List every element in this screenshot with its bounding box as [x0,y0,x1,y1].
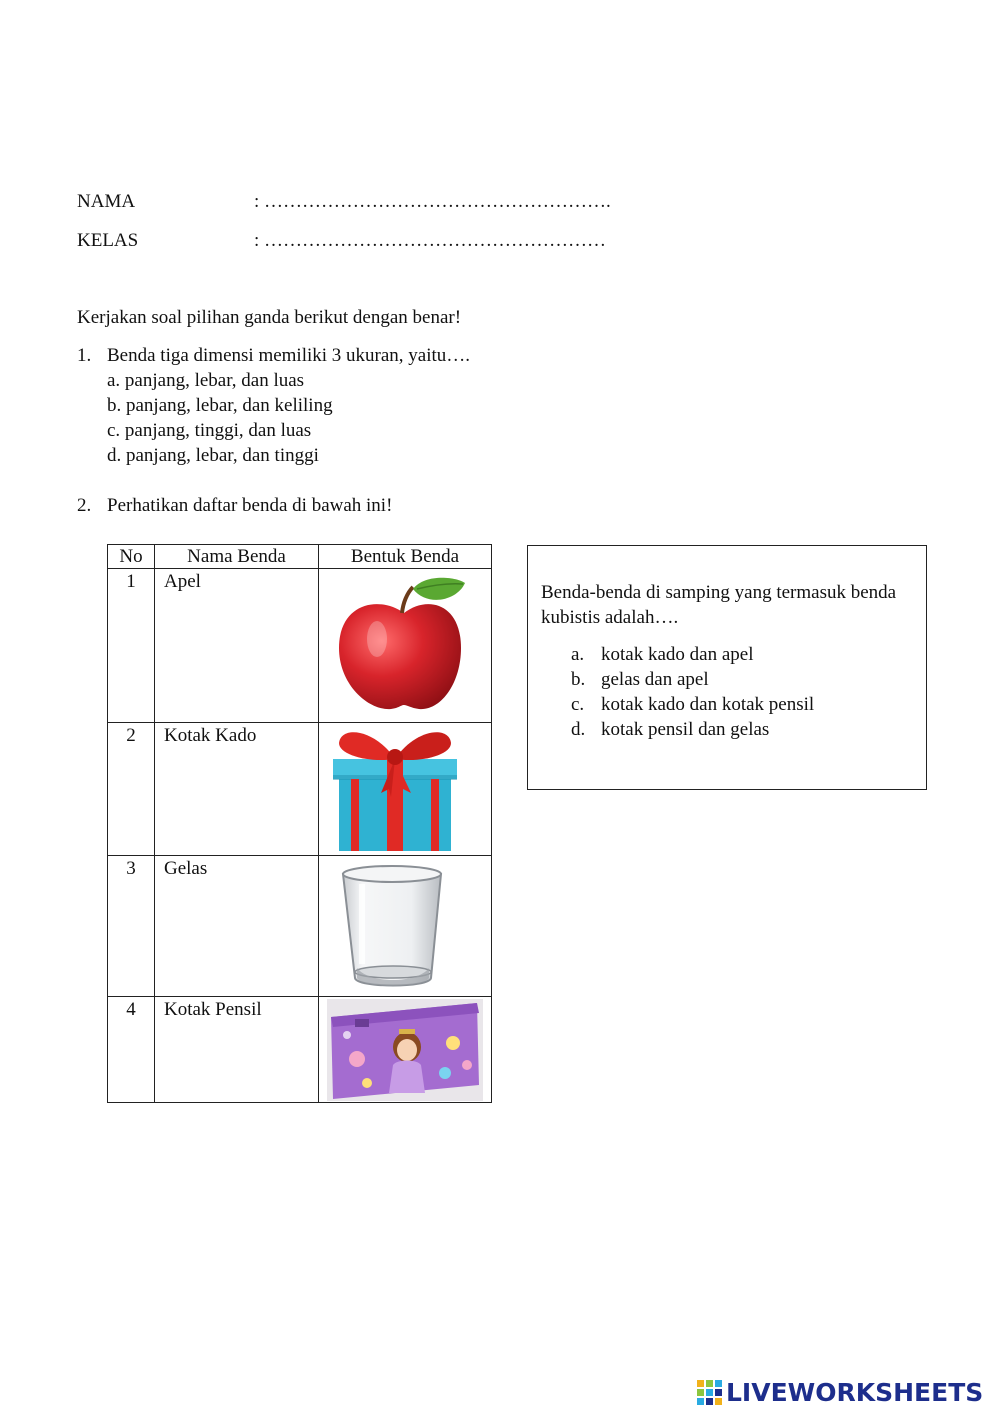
instruction-text: Kerjakan soal pilihan ganda berikut dengan benar! [77,307,462,328]
option-text: gelas dan apel [601,669,709,690]
question-2-box [527,545,927,790]
pencil-case-image-cell [319,997,492,1103]
object-table [107,544,492,1103]
table-row [108,856,492,997]
apple-image-cell [319,569,492,723]
kelas-label: KELAS [77,230,139,251]
option-letter: b. [571,669,586,690]
table-header-row [108,545,492,569]
row-no: 2 [108,723,155,856]
header-nama-benda: Nama Benda [155,545,319,569]
row-name: Kotak Kado [155,723,319,856]
gift-box-image-cell [319,723,492,856]
q2-stem: Benda-benda di samping yang termasuk benda kubistis adalah…. [541,582,897,628]
option-text: kotak pensil dan gelas [601,719,770,740]
table-row [108,723,492,856]
option-letter: c. [571,694,585,715]
q1-number: 1. [77,345,92,366]
glass-image [329,860,479,994]
row-no: 4 [108,997,155,1103]
glass-image-cell [319,856,492,997]
header-bentuk-benda: Bentuk Benda [319,545,492,569]
q2-option-d[interactable] [571,719,769,741]
option-text: kotak kado dan kotak pensil [601,694,815,715]
logo-text: LIVEWORKSHEETS [726,1378,984,1407]
q1-option-d[interactable]: d. panjang, lebar, dan tinggi [107,445,319,466]
option-letter: a. [571,644,585,665]
q2-option-c[interactable] [571,694,814,716]
row-no: 3 [108,856,155,997]
apple-image [329,573,479,718]
row-name: Kotak Pensil [155,997,319,1103]
pencil-case-image [327,999,483,1101]
table-row [108,997,492,1103]
option-letter: d. [571,719,586,740]
gift-box-image [329,723,479,851]
liveworksheets-logo-icon [697,1380,723,1406]
q1-option-a[interactable]: a. panjang, lebar, dan luas [107,370,305,391]
header-no: No [108,545,155,569]
row-name: Apel [155,569,319,723]
nama-label: NAMA [77,191,136,212]
q1-option-c[interactable]: c. panjang, tinggi, dan luas [107,420,312,441]
table-row [108,569,492,723]
q1-text: Benda tiga dimensi memiliki 3 ukuran, yaitu…. [107,345,471,366]
row-name: Gelas [155,856,319,997]
option-text: kotak kado dan apel [601,644,754,665]
q1-option-b[interactable]: b. panjang, lebar, dan keliling [107,395,333,416]
nama-field[interactable]: : ………………………………………………. [254,191,611,212]
q2-number: 2. [77,495,92,516]
q2-option-b[interactable] [571,669,709,691]
row-no: 1 [108,569,155,723]
q2-text: Perhatikan daftar benda di bawah ini! [107,495,393,516]
liveworksheets-logo [697,1378,983,1407]
kelas-field[interactable]: : ……………………………………………… [254,230,607,251]
q2-option-a[interactable] [571,644,753,666]
